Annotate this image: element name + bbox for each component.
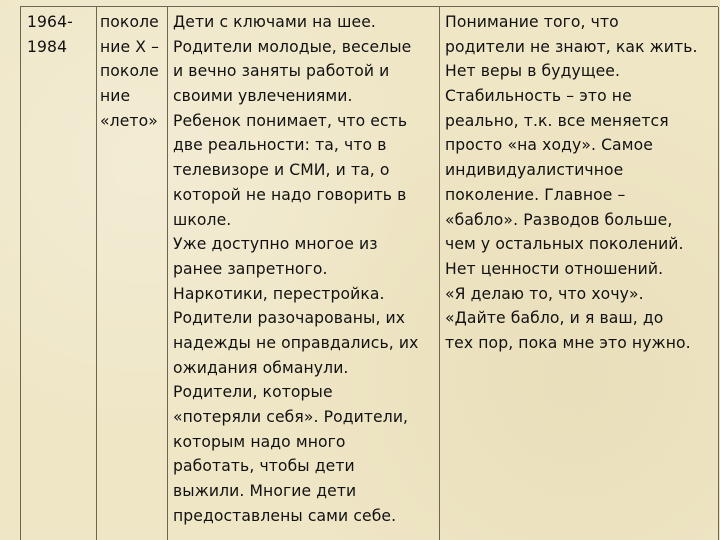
description-line: Родители молодые, веселые	[173, 37, 412, 56]
description-line: надежды не оправдались, их	[173, 333, 419, 352]
description-line: Родители разочарованы, их	[173, 309, 406, 328]
generation-table	[20, 6, 718, 540]
description-line: выжили. Многие дети	[173, 482, 357, 501]
description-line: Ребенок понимает, что есть	[173, 111, 408, 130]
generation-line: поколе	[100, 13, 159, 31]
values-text	[445, 10, 698, 356]
generation-line: «лето»	[100, 111, 158, 130]
description-line: телевизоре и СМИ, и та, о	[173, 161, 390, 180]
description-line: предоставлены сами себе.	[173, 506, 397, 525]
description-line: ожидания обманули.	[173, 358, 349, 377]
values-line: Нет ценности отношений.	[445, 259, 664, 278]
description-line: ранее запретного.	[173, 259, 328, 278]
period-line: 1964-	[27, 13, 73, 31]
values-line: Понимание того, что	[445, 13, 619, 31]
period-text	[27, 10, 73, 59]
description-line: и вечно заняты работой и	[173, 62, 390, 81]
description-line: «потеряли себя». Родители,	[173, 408, 409, 426]
values-line: поколение. Главное –	[445, 185, 626, 204]
description-line: Дети с ключами на шее.	[173, 13, 376, 31]
description-line: которой не надо говорить в	[173, 185, 407, 204]
description-line: Наркотики, перестройка.	[173, 284, 385, 303]
values-line: реально, т.к. все меняется	[445, 111, 669, 130]
generation-line: ние	[100, 87, 131, 106]
values-line: «Я делаю то, что хочу».	[445, 284, 644, 303]
values-cell	[440, 7, 719, 540]
values-line: родители не знают, как жить.	[445, 37, 698, 56]
description-line: работать, чтобы дети	[173, 457, 355, 476]
values-line: Стабильность – это не	[445, 87, 632, 106]
values-line: тех пор, пока мне это нужно.	[445, 333, 691, 352]
period-line: 1984	[27, 37, 68, 56]
values-line: Нет веры в будущее.	[445, 62, 621, 81]
description-line: которым надо много	[173, 432, 346, 451]
description-line: школе.	[173, 210, 232, 229]
values-line: «бабло». Разводов больше,	[445, 210, 673, 229]
generation-line: ние Х –	[100, 37, 160, 56]
description-line: две реальности: та, что в	[173, 136, 387, 155]
generation-cell	[97, 7, 168, 540]
values-line: чем у остальных поколений.	[445, 235, 684, 254]
generation-text	[100, 10, 159, 133]
description-text	[173, 10, 418, 528]
values-line: «Дайте бабло, и я ваш, до	[445, 309, 664, 328]
description-line: Уже доступно многое из	[173, 235, 378, 254]
values-line: индивидуалистичное	[445, 161, 624, 180]
description-cell	[168, 7, 440, 540]
generation-line: поколе	[100, 62, 159, 81]
values-line: просто «на ходу». Самое	[445, 136, 653, 155]
description-line: Родители, которые	[173, 383, 333, 402]
description-line: своими увлечениями.	[173, 87, 353, 106]
period-cell	[21, 7, 97, 540]
